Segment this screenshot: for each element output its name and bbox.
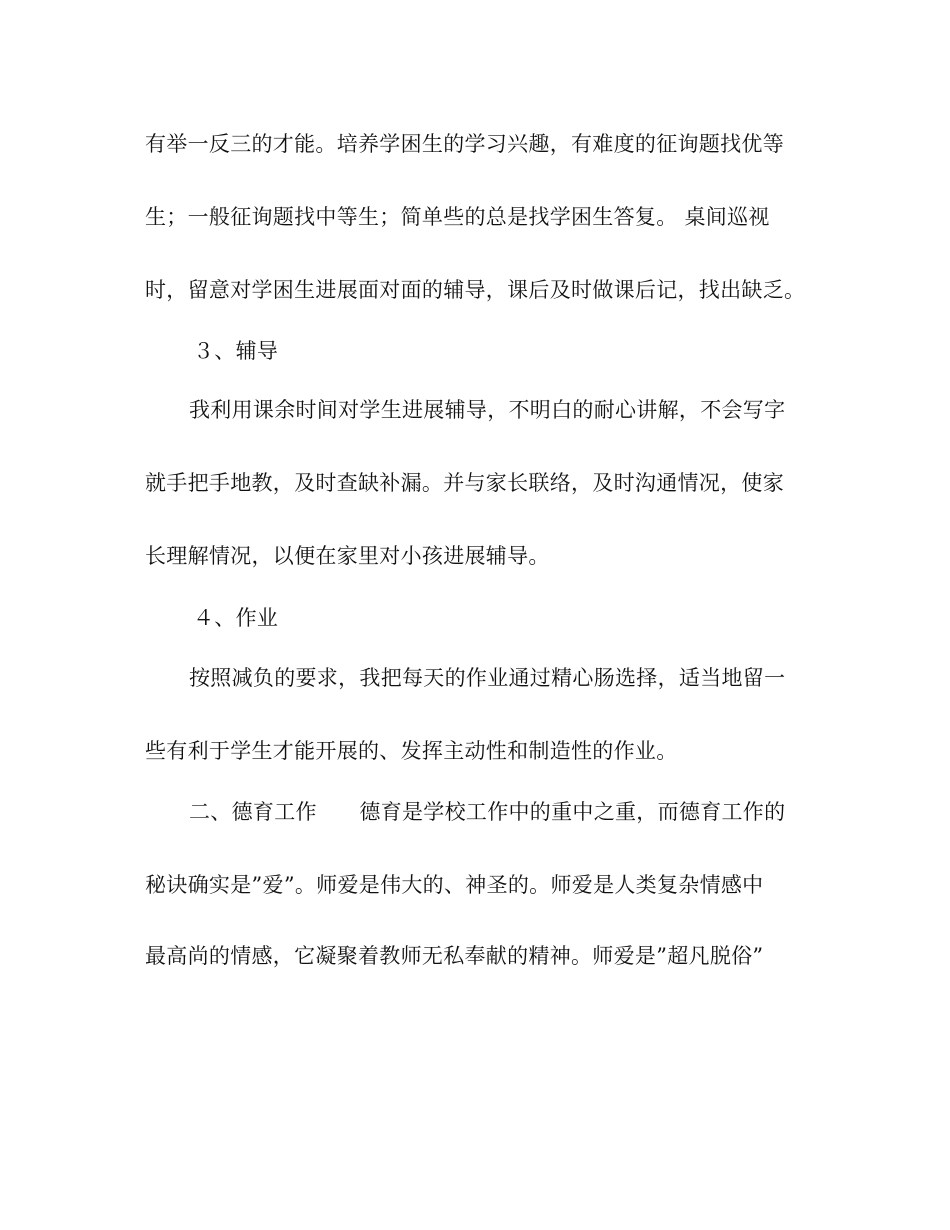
paragraph-line: 有举一反三的才能。培养学困生的学习兴趣，有难度的征询题找优等: [145, 132, 784, 156]
paragraph-line: 生；一般征询题找中等生；简单些的总是找学困生答复。 桌间巡视: [145, 205, 770, 229]
paragraph-line: 按照减负的要求，我把每天的作业通过精心肠选择，适当地留一: [189, 666, 786, 690]
paragraph-line: 些有利于学生才能开展的、发挥主动性和制造性的作业。: [145, 739, 678, 763]
paragraph-line: 就手把手地教，及时查缺补漏。并与家长联络，及时沟通情况，使家: [145, 471, 784, 495]
paragraph-line: 秘诀确实是”爱”。师爱是伟大的、神圣的。师爱是人类复杂情感中: [145, 873, 764, 897]
paragraph-line: 我利用课余时间对学生进展辅导，不明白的耐心讲解，不会写字: [189, 398, 786, 422]
paragraph-line: 二、德育工作 德育是学校工作中的重中之重，而德育工作的: [189, 800, 786, 824]
paragraph-line: 时，留意对学困生进展面对面的辅导，课后及时做课后记，找出缺乏。: [145, 278, 806, 302]
section-heading: ３、辅导: [193, 339, 279, 363]
paragraph-line: 最高尚的情感，它凝聚着教师无私奉献的精神。师爱是”超凡脱俗”: [145, 944, 764, 968]
section-heading: ４、作业: [193, 606, 279, 630]
paragraph-line: 长理解情况，以便在家里对小孩进展辅导。: [145, 544, 550, 568]
